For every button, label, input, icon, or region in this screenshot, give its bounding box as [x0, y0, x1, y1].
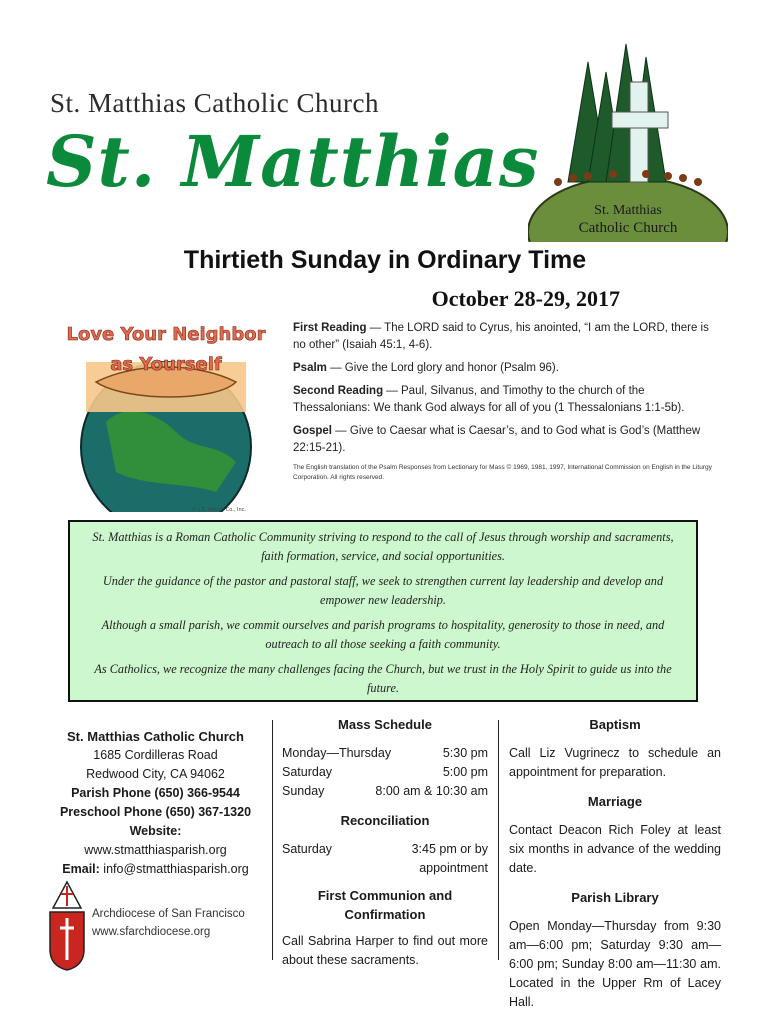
mass-time: 5:00 pm: [442, 765, 488, 779]
mass-time: 8:00 am & 10:30 am: [375, 784, 488, 798]
address-line-2: Redwood City, CA 94062: [86, 767, 225, 781]
parish-logo: [528, 42, 728, 242]
logo-text-1: St. Matthias: [594, 203, 662, 218]
marriage-title: Marriage: [587, 794, 643, 809]
archdiocese-info: [92, 905, 245, 941]
reading-first: [293, 320, 723, 354]
art-line2: as Yourself: [110, 354, 222, 375]
reading-text: — Paul, Silvanus, and Timothy to the church of the Thessalonians: We thank God always for all of you (1 Thessalonians 1:1-5b).: [293, 385, 685, 414]
reading-psalm: [293, 360, 723, 377]
mass-day: Saturday: [282, 765, 333, 779]
column-divider: [498, 720, 499, 960]
address-line-1: 1685 Cordilleras Road: [93, 748, 218, 762]
website-label: Website:: [129, 824, 182, 838]
reconciliation-time: 3:45 pm or by: [411, 842, 488, 856]
baptism-text: Call Liz Vugrinecz to schedule an appointment for preparation.: [509, 746, 721, 779]
mass-title: Mass Schedule: [338, 717, 432, 732]
library-text: Open Monday—Thursday from 9:30 am—6:00 pm; Saturday 9:30 am—6:00 pm; Sunday 8:00 am—11:30 am. Located in the Upper Rm of Lacey Hall.: [509, 919, 721, 1009]
email-link[interactable]: info@stmatthiasparish.org: [103, 862, 249, 876]
communion-text: Call Sabrina Harper to find out more about these sacraments.: [282, 934, 488, 967]
sacraments: [509, 715, 721, 1012]
mass-row: [282, 782, 488, 801]
reading-label: First Reading: [293, 322, 367, 334]
mission-paragraph: As Catholics, we recognize the many challenges facing the Church, but we trust in the Holy Spirit to guide us into the future.: [94, 662, 672, 695]
mass-row: [282, 763, 488, 782]
parish-name-header: St. Matthias Catholic Church: [50, 88, 379, 118]
art-credit: © J.S. Paluch Co., Inc.: [191, 507, 246, 512]
reading-text: — The LORD said to Cyrus, his anointed, “I am the LORD, there is no other” (Isaiah 45:1, 4-6).: [293, 322, 709, 351]
bulletin-date: October 28-29, 2017: [431, 286, 620, 311]
mass-schedule: [282, 715, 488, 970]
script-title: St. Matthias: [46, 120, 540, 203]
art-line1: Love Your Neighbor: [66, 324, 266, 345]
column-divider: [272, 720, 273, 960]
reconciliation-title: Reconciliation: [340, 813, 430, 828]
confirmation-title: Confirmation: [344, 907, 426, 922]
marriage-text: Contact Deacon Rich Foley at least six months in advance of the wedding date.: [509, 823, 721, 875]
archdiocese-name: Archdiocese of San Francisco: [92, 908, 245, 920]
email-label: Email:: [62, 862, 100, 876]
mass-day: Monday—Thursday: [282, 746, 392, 760]
sunday-title: Thirtieth Sunday in Ordinary Time: [183, 246, 587, 274]
preschool-phone: Preschool Phone (650) 367-1320: [59, 805, 252, 819]
archdiocese-url[interactable]: www.sfarchdiocese.org: [92, 926, 211, 938]
mass-time: 5:30 pm: [442, 746, 488, 760]
reconciliation-time-2: appointment: [419, 861, 488, 875]
reading-second: [293, 383, 723, 417]
reading-text: — Give to Caesar what is Caesar’s, and to God what is God’s (Matthew 22:15-21).: [293, 425, 701, 454]
reconciliation-row: [282, 840, 488, 859]
mission-paragraph: Under the guidance of the pastor and pastoral staff, we seek to strengthen current lay leadership and develop and empower new leadership.: [102, 574, 664, 607]
archdiocese-crest-icon: [46, 880, 88, 972]
copyright-note: The English translation of the Psalm Responses from Lectionary for Mass © 1969, 1981, 1997, International Commission on English in the Liturgy Corporation. All rights reserved.: [293, 464, 712, 481]
reading-label: Gospel: [293, 425, 332, 437]
reading-label: Second Reading: [293, 385, 384, 397]
website-link[interactable]: www.stmatthiasparish.org: [84, 843, 227, 857]
readings: [293, 320, 723, 489]
reconciliation-day: Saturday: [282, 842, 333, 856]
mission-statement: [68, 520, 698, 702]
library-title: Parish Library: [571, 890, 659, 905]
love-neighbor-illustration: [66, 302, 266, 512]
contact-info: [48, 715, 263, 879]
parish-phone: Parish Phone (650) 366-9544: [71, 786, 240, 800]
reading-gospel: [293, 423, 723, 457]
church-name: St. Matthias Catholic Church: [67, 729, 244, 744]
communion-title: First Communion and: [317, 888, 453, 903]
reading-label: Psalm: [293, 362, 327, 374]
logo-text-2: Catholic Church: [578, 220, 678, 236]
mass-day: Sunday: [282, 784, 325, 798]
reading-text: — Give the Lord glory and honor (Psalm 96).: [326, 362, 559, 374]
mass-row: [282, 744, 488, 763]
mission-paragraph: Although a small parish, we commit ourselves and parish programs to hospitality, generosity to those in need, and outreach to all those seeking a faith community.: [101, 618, 665, 651]
baptism-title: Baptism: [589, 717, 641, 732]
mission-paragraph: St. Matthias is a Roman Catholic Community striving to respond to the call of Jesus through worship and sacraments, faith formation, service, and social opportunities.: [92, 530, 674, 563]
